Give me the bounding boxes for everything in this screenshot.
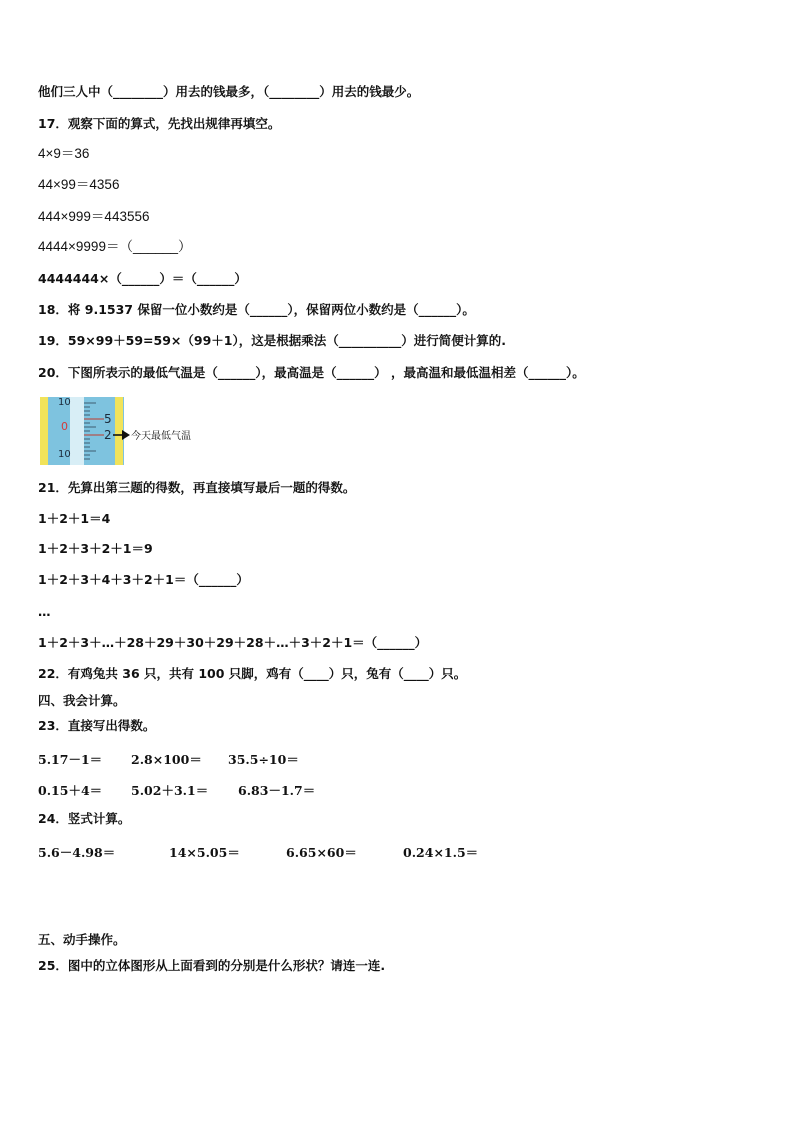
sum-3: 1＋2＋3＋4＋3＋2＋1＝（______） bbox=[38, 572, 249, 587]
thermometer-zero-label: 0 bbox=[61, 420, 68, 433]
question-24: 24．竖式计算。 bbox=[38, 811, 131, 826]
thermometer-figure bbox=[40, 397, 200, 465]
q24-calc-4: 0.24×1.5＝ bbox=[403, 845, 479, 860]
thermometer-right-border bbox=[115, 397, 123, 465]
section-5-title: 五、动手操作。 bbox=[38, 932, 126, 947]
thermometer-caption: 今天最低气温 bbox=[131, 431, 191, 442]
question-22: 22．有鸡兔共 36 只，共有 100 只脚，鸡有（____）只，兔有（____）只。 bbox=[38, 666, 467, 681]
equation-4: 4444×9999＝（______） bbox=[38, 239, 192, 254]
thermometer-bottom-tick-label: 10 bbox=[58, 449, 71, 460]
question-21: 21．先算出第三题的得数，再直接填写最后一题的得数。 bbox=[38, 480, 356, 495]
q23-calc-4: 0.15＋4＝ bbox=[38, 783, 103, 798]
equation-3: 444×999＝443556 bbox=[38, 209, 150, 224]
question-25: 25．图中的立体图形从上面看到的分别是什么形状？请连一连. bbox=[38, 958, 386, 973]
sum-ellipsis: … bbox=[38, 604, 51, 619]
question-20: 20．下图所表示的最低气温是（______），最高温是（______） ，最高温和最低温相差（______）。 bbox=[38, 365, 585, 380]
thermometer-low-value: 2 bbox=[104, 428, 112, 442]
sum-1: 1＋2＋1＝4 bbox=[38, 511, 111, 526]
question-19: 19．59×99＋59=59×（99＋1），这是根据乘法（__________）进行简便计算的. bbox=[38, 333, 506, 348]
question-18: 18．将 9.1537 保留一位小数约是（______），保留两位小数约是（______）。 bbox=[38, 302, 475, 317]
q23-calc-5: 5.02＋3.1＝ bbox=[131, 783, 209, 798]
thermometer-high-value: 5 bbox=[104, 412, 112, 426]
equation-1: 4×9＝36 bbox=[38, 146, 90, 161]
sum-last: 1＋2＋3＋…＋28＋29＋30＋29＋28＋…＋3＋2＋1＝（______） bbox=[38, 635, 428, 650]
question-23: 23．直接写出得数。 bbox=[38, 718, 156, 733]
thermometer-capillary bbox=[70, 397, 84, 465]
q16-continuation: 他们三人中（________）用去的钱最多，（________）用去的钱最少。 bbox=[38, 84, 420, 99]
q23-calc-2: 2.8×100＝ bbox=[131, 752, 202, 767]
arrow-right-icon bbox=[122, 430, 130, 440]
q24-calc-3: 6.65×60＝ bbox=[286, 845, 357, 860]
q23-calc-1: 5.17－1＝ bbox=[38, 752, 103, 767]
section-4-title: 四、我会计算。 bbox=[38, 693, 126, 708]
thermometer-top-tick-label: 10 bbox=[58, 397, 71, 408]
equation-2: 44×99＝4356 bbox=[38, 177, 120, 192]
q23-calc-3: 35.5÷10＝ bbox=[228, 752, 299, 767]
q24-calc-2: 14×5.05＝ bbox=[169, 845, 240, 860]
thermometer-left-border bbox=[40, 397, 48, 465]
q24-calc-1: 5.6－4.98＝ bbox=[38, 845, 116, 860]
question-17: 17．观察下面的算式，先找出规律再填空。 bbox=[38, 116, 281, 131]
q23-calc-6: 6.83－1.7＝ bbox=[238, 783, 316, 798]
sum-2: 1＋2＋3＋2＋1＝9 bbox=[38, 541, 153, 556]
equation-5: 4444444×（______）＝（______） bbox=[38, 271, 247, 286]
